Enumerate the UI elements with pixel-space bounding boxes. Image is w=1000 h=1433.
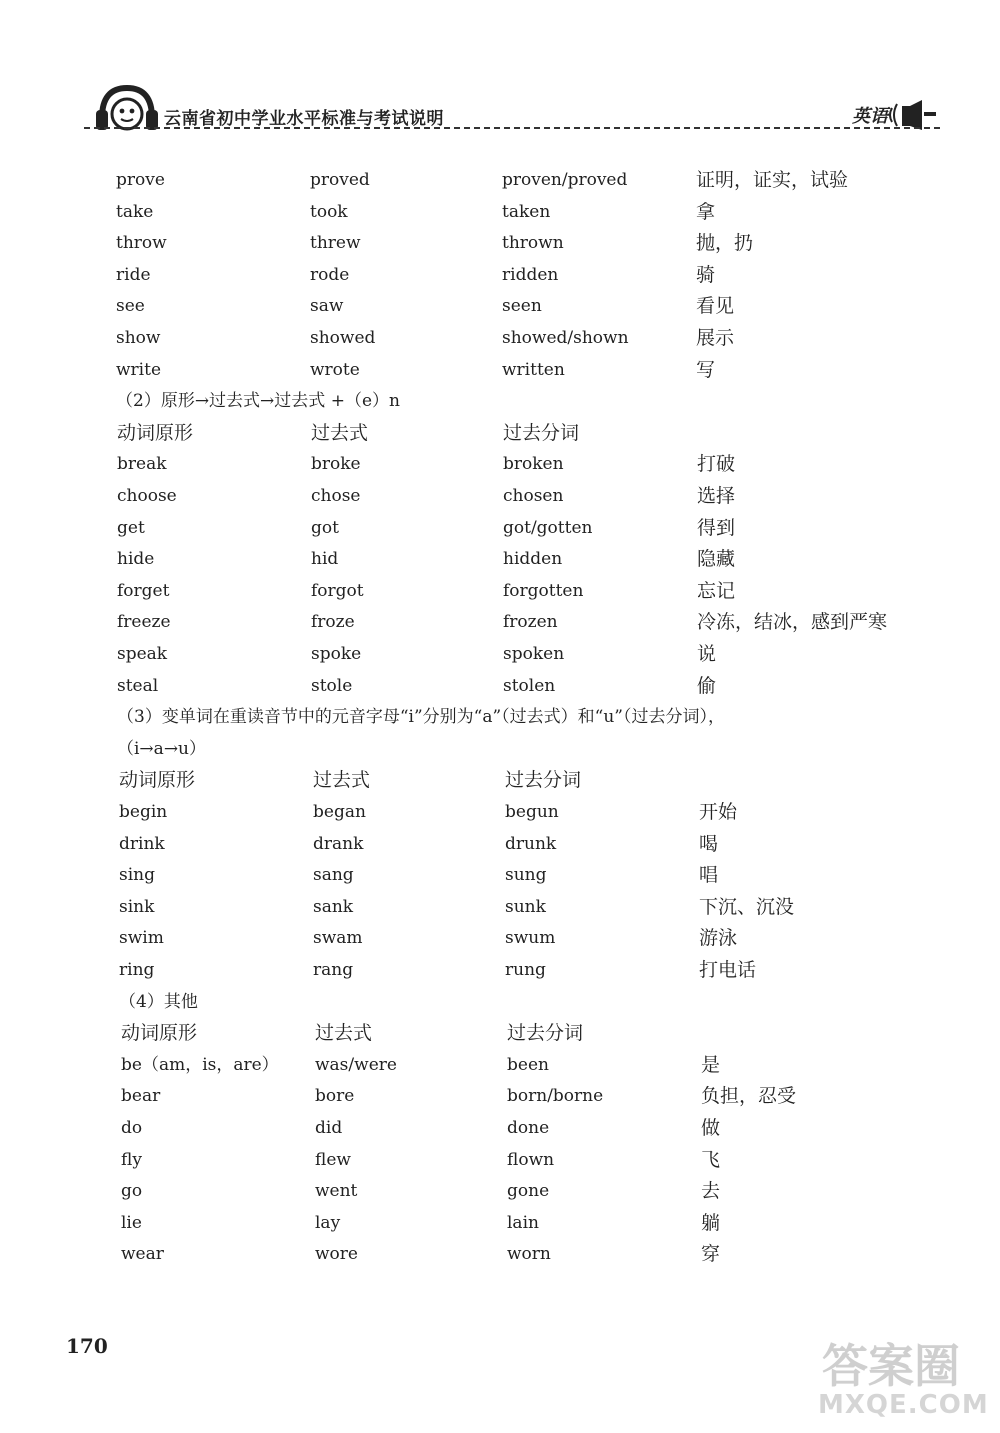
cell-base-form: sing: [119, 865, 155, 886]
cell-past-tense: sang: [313, 865, 354, 886]
cell-past-participle: begun: [505, 802, 559, 822]
cell-past-participle: forgotten: [503, 580, 584, 601]
cell-meaning: 拿: [696, 200, 716, 223]
cell-base-form: ride: [116, 264, 151, 285]
header-past-tense: 过去式: [313, 769, 371, 792]
cell-base-form: bear: [121, 1086, 161, 1107]
cell-meaning: 隐藏: [697, 548, 736, 571]
cell-base-form: steal: [117, 675, 159, 696]
cell-past-tense: sank: [313, 896, 354, 917]
header-past-participle: 过去分词: [505, 769, 582, 792]
series-title: 云南省初中学业水平标准与考试说明: [164, 109, 444, 129]
cell-past-tense: hid: [311, 549, 339, 570]
cell-past-tense: rode: [310, 264, 350, 285]
page-number: 170: [66, 1334, 108, 1358]
cell-past-participle: lain: [507, 1212, 539, 1233]
cell-past-tense: showed: [310, 328, 376, 348]
cell-meaning: 得到: [697, 516, 736, 539]
cell-past-tense: threw: [310, 233, 361, 254]
cell-past-participle: frozen: [503, 612, 558, 633]
cell-past-tense: forgot: [311, 580, 364, 601]
cell-base-form: throw: [116, 233, 167, 254]
cell-past-participle: done: [507, 1118, 550, 1138]
cell-past-participle: swum: [505, 928, 556, 949]
cell-meaning: 飞: [701, 1148, 721, 1171]
cell-past-tense: took: [310, 201, 348, 222]
cell-past-tense: went: [315, 1181, 358, 1202]
cell-past-participle: sung: [505, 865, 547, 886]
cell-meaning: 看见: [696, 295, 735, 318]
cell-past-participle: born/borne: [507, 1086, 604, 1107]
cell-base-form: swim: [119, 928, 164, 949]
cell-meaning: 唱: [699, 864, 719, 887]
cell-past-participle: thrown: [502, 233, 564, 254]
cell-meaning: 负担，忍受: [701, 1085, 797, 1108]
cell-past-tense: stole: [311, 675, 353, 696]
cell-base-form: take: [116, 201, 154, 222]
cell-past-participle: stolen: [503, 675, 556, 696]
cell-past-tense: chose: [311, 486, 361, 506]
cell-past-participle: rung: [505, 960, 546, 980]
cell-meaning: 骑: [696, 263, 716, 286]
cell-base-form: wear: [121, 1244, 164, 1265]
group-note: （2）原形→过去式→过去式 +（e）n: [116, 391, 400, 412]
cell-base-form: freeze: [117, 612, 171, 633]
cell-past-tense: froze: [311, 612, 355, 633]
cell-past-participle: ridden: [502, 264, 559, 285]
cell-base-form: show: [116, 328, 161, 348]
watermark: [818, 1336, 988, 1426]
cell-base-form: be（am，is，are）: [121, 1054, 279, 1075]
cell-base-form: ring: [119, 960, 155, 980]
cell-meaning: 游泳: [699, 927, 738, 950]
cell-past-participle: got/gotten: [503, 517, 593, 538]
cell-past-participle: broken: [503, 454, 564, 475]
cell-base-form: speak: [117, 644, 168, 664]
header-past-participle: 过去分词: [503, 421, 580, 444]
header-base-form: 动词原形: [121, 1022, 198, 1045]
cell-meaning: 偷: [697, 674, 717, 697]
cell-base-form: get: [117, 517, 145, 538]
cell-meaning: 展示: [696, 327, 735, 349]
cell-past-participle: hidden: [503, 549, 563, 570]
cell-past-tense: lay: [315, 1212, 341, 1233]
header-past-tense: 过去式: [311, 421, 369, 444]
cell-past-participle: chosen: [503, 486, 564, 506]
cell-past-tense: wore: [315, 1244, 358, 1265]
cell-past-participle: seen: [502, 296, 542, 317]
cell-meaning: 去: [701, 1180, 721, 1203]
cell-meaning: 开始: [699, 801, 738, 823]
group-note: （3）变单词在重读音节中的元音字母“i”分别为“a”（过去式）和“u”（过去分词），: [117, 707, 725, 728]
cell-base-form: hide: [117, 549, 155, 570]
cell-past-tense: did: [315, 1118, 343, 1138]
cell-meaning: 下沉、沉没: [699, 895, 795, 918]
cell-past-tense: swam: [313, 928, 363, 949]
cell-past-tense: wrote: [310, 359, 360, 380]
cell-base-form: choose: [117, 486, 177, 506]
cell-past-tense: broke: [311, 454, 361, 475]
cell-past-participle: sunk: [505, 896, 546, 917]
group-note: （i→a→u）: [117, 738, 207, 759]
cell-past-tense: began: [313, 802, 366, 822]
cell-past-participle: worn: [507, 1244, 551, 1265]
cell-meaning: 喝: [699, 832, 719, 855]
header-past-participle: 过去分词: [507, 1022, 584, 1045]
cell-past-participle: flown: [507, 1149, 555, 1170]
cell-base-form: sink: [119, 896, 155, 917]
watermark-url: MXQE.COM: [818, 1390, 989, 1420]
cell-past-participle: showed/shown: [502, 328, 629, 348]
cell-meaning: 是: [701, 1053, 721, 1076]
cell-past-tense: was/were: [315, 1054, 397, 1075]
watermark-logo-icon: [818, 1336, 988, 1392]
cell-past-participle: written: [502, 359, 565, 380]
cell-base-form: break: [117, 454, 167, 475]
cell-meaning: 写: [696, 358, 716, 381]
cell-past-participle: spoken: [503, 644, 565, 664]
cell-base-form: begin: [119, 802, 168, 822]
cell-past-tense: spoke: [311, 644, 362, 664]
cell-meaning: 选择: [697, 485, 736, 507]
cell-base-form: forget: [117, 580, 170, 601]
cell-base-form: go: [121, 1181, 143, 1202]
cell-meaning: 冷冻，结冰，感到严寒: [697, 611, 888, 634]
cell-base-form: lie: [121, 1212, 142, 1233]
cell-base-form: write: [116, 359, 162, 380]
subject-label: 英语: [852, 106, 888, 127]
cell-past-participle: drunk: [505, 833, 557, 854]
cell-past-participle: taken: [502, 201, 551, 222]
header-base-form: 动词原形: [119, 769, 196, 792]
group-note: （4）其他: [119, 991, 198, 1012]
cell-meaning: 忘记: [697, 579, 736, 602]
cell-past-tense: flew: [315, 1149, 351, 1170]
cell-past-participle: been: [507, 1054, 549, 1075]
cell-past-tense: rang: [313, 960, 354, 980]
cell-meaning: 打破: [697, 453, 736, 476]
cell-meaning: 打电话: [699, 959, 757, 981]
cell-meaning: 穿: [701, 1243, 721, 1266]
cell-past-tense: drank: [313, 833, 364, 854]
cell-past-tense: saw: [310, 296, 344, 317]
cell-meaning: 做: [701, 1117, 721, 1139]
cell-past-tense: proved: [310, 170, 370, 190]
header-base-form: 动词原形: [117, 421, 194, 444]
cell-meaning: 说: [697, 643, 717, 665]
cell-meaning: 躺: [701, 1211, 721, 1234]
cell-past-participle: gone: [507, 1181, 550, 1202]
cell-past-participle: proven/proved: [502, 170, 628, 190]
cell-base-form: do: [121, 1118, 143, 1138]
cell-past-tense: got: [311, 517, 339, 538]
watermark-logo-text: 答案圈: [822, 1339, 960, 1392]
cell-base-form: fly: [121, 1149, 142, 1170]
cell-base-form: prove: [116, 170, 165, 190]
cell-base-form: see: [116, 296, 145, 317]
header-past-tense: 过去式: [315, 1022, 373, 1045]
cell-meaning: 抛，扔: [696, 232, 754, 255]
cell-past-tense: bore: [315, 1086, 355, 1107]
cell-meaning: 证明，证实，试验: [696, 169, 849, 191]
cell-base-form: drink: [119, 833, 165, 854]
